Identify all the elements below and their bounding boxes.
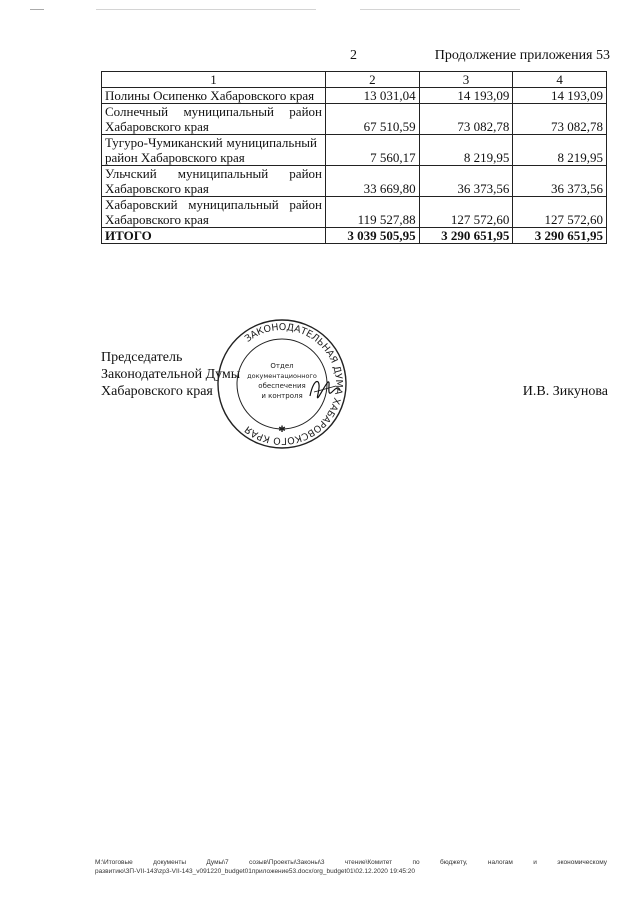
row-value-3: 14 193,09 bbox=[419, 88, 513, 104]
signatory-name: И.В. Зикунова bbox=[522, 384, 608, 399]
row-value-3: 36 373,56 bbox=[419, 166, 513, 197]
row-value-4: 127 572,60 bbox=[513, 197, 607, 228]
row-name: Тугуро-Чумиканский муниципальный район Хабаровского края bbox=[102, 135, 326, 166]
stamp-ring-text: ЗАКОНОДАТЕЛЬНАЯ ДУМА ХАБАРОВСКОГО КРАЯ bbox=[242, 321, 345, 447]
total-value-3: 3 290 651,95 bbox=[419, 228, 513, 244]
total-row bbox=[102, 228, 607, 244]
stamp-inner-text: документационного bbox=[247, 372, 317, 380]
file-path-footer bbox=[95, 858, 607, 876]
row-name: Солнечный муниципальный район Хабаровского края bbox=[102, 104, 326, 135]
stamp-inner-text: и контроля bbox=[261, 392, 303, 400]
signatory-line: Законодательной Думы bbox=[101, 367, 241, 382]
table-header-row bbox=[102, 72, 607, 88]
total-value-4: 3 290 651,95 bbox=[513, 228, 607, 244]
budget-table bbox=[101, 71, 607, 244]
row-value-2: 13 031,04 bbox=[326, 88, 420, 104]
footer-line: M:\Итоговые документы Думы\7 созыв\Проекты\Законы\3 чтение\Комитет по бюджету, налогам и экономическому bbox=[95, 859, 607, 866]
table-row bbox=[102, 88, 607, 104]
row-value-3: 73 082,78 bbox=[419, 104, 513, 135]
table-row bbox=[102, 197, 607, 228]
row-value-3: 8 219,95 bbox=[419, 135, 513, 166]
row-value-4: 36 373,56 bbox=[513, 166, 607, 197]
page-number: 2 bbox=[350, 48, 357, 63]
official-stamp bbox=[214, 316, 350, 452]
row-value-2: 7 560,17 bbox=[326, 135, 420, 166]
row-name: Полины Осипенко Хабаровского края bbox=[102, 88, 326, 104]
stamp-inner-text: обеспечения bbox=[258, 382, 306, 390]
total-value-2: 3 039 505,95 bbox=[326, 228, 420, 244]
stamp-inner-text: Отдел bbox=[270, 362, 294, 370]
stamp-star-icon: ✱ bbox=[278, 424, 286, 434]
row-name: Хабаровский муниципальный район Хабаровского края bbox=[102, 197, 326, 228]
continuation-label: Продолжение приложения 53 bbox=[434, 48, 610, 63]
column-header-4: 4 bbox=[513, 72, 607, 88]
row-name: Ульчский муниципальный район Хабаровского края bbox=[102, 166, 326, 197]
row-value-3: 127 572,60 bbox=[419, 197, 513, 228]
signatory-line: Председатель bbox=[101, 350, 183, 365]
row-value-4: 8 219,95 bbox=[513, 135, 607, 166]
row-value-2: 119 527,88 bbox=[326, 197, 420, 228]
scan-artifact bbox=[96, 9, 316, 10]
row-value-4: 73 082,78 bbox=[513, 104, 607, 135]
row-value-2: 67 510,59 bbox=[326, 104, 420, 135]
column-header-1: 1 bbox=[102, 72, 326, 88]
column-header-3: 3 bbox=[419, 72, 513, 88]
scan-artifact bbox=[360, 9, 520, 10]
total-label: ИТОГО bbox=[102, 228, 326, 244]
scan-artifact bbox=[30, 9, 44, 10]
table-row bbox=[102, 135, 607, 166]
table-row bbox=[102, 166, 607, 197]
signatory-line: Хабаровского края bbox=[101, 384, 213, 399]
column-header-2: 2 bbox=[326, 72, 420, 88]
table-row bbox=[102, 104, 607, 135]
footer-line: развитию\ЗП-VII-143\zp3-VII-143_v091220_budget01приложение53.docx/org_budget01\02.12.2020 19:45:20 bbox=[95, 868, 416, 875]
row-value-4: 14 193,09 bbox=[513, 88, 607, 104]
row-value-2: 33 669,80 bbox=[326, 166, 420, 197]
